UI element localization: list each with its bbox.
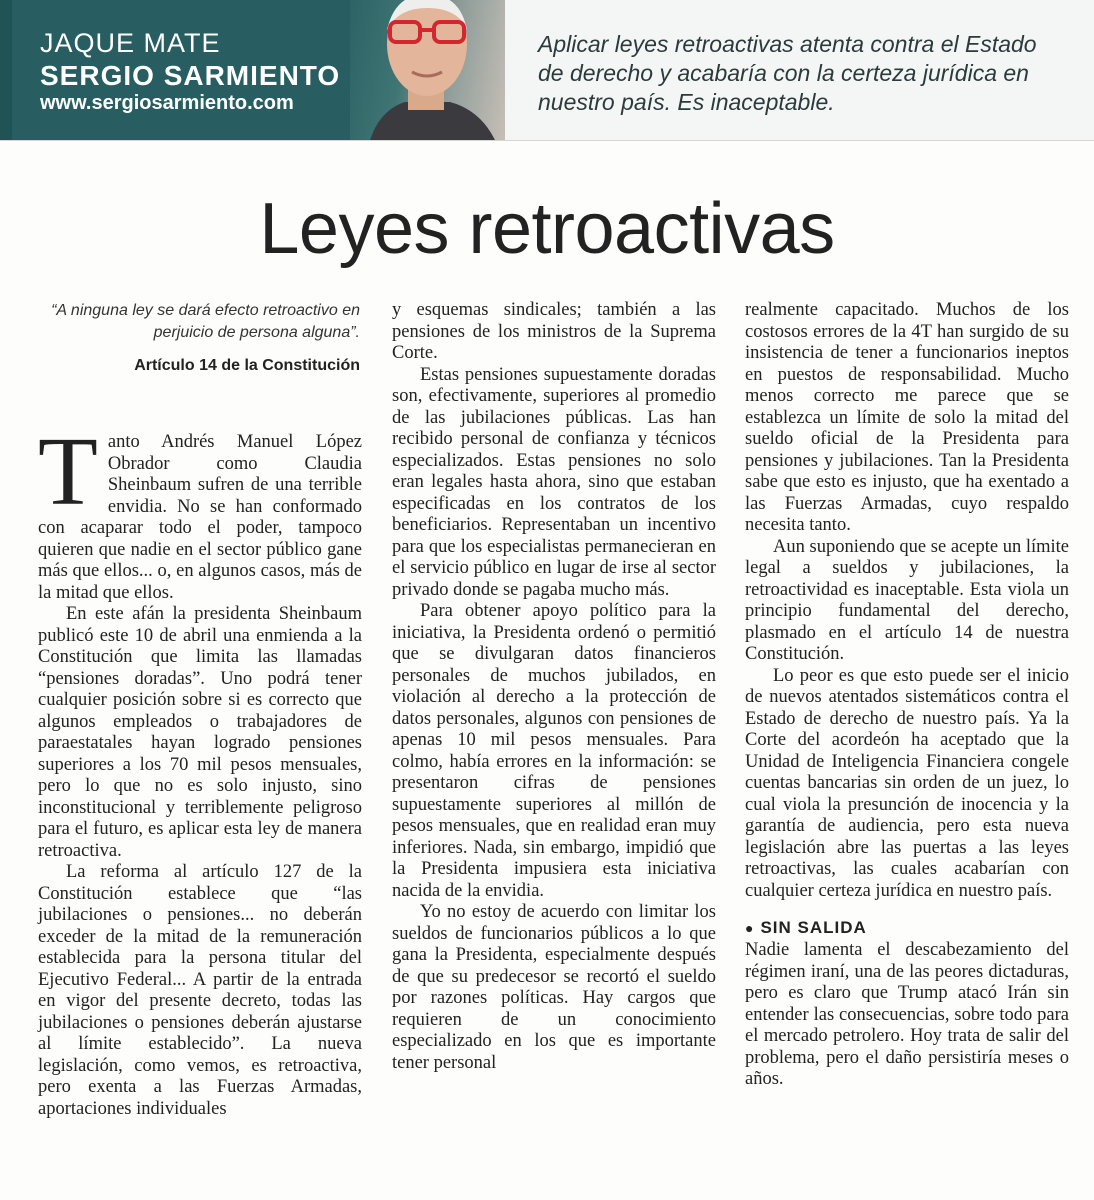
bullet-icon: ● [745,920,755,936]
body-paragraph: En este afán la presidenta Sheinbaum publicó este 10 de abril una enmienda a la Constitución que limita las llamadas “pensiones doradas”. Uno podrá tener cualquier posición sobre si es correcto que algunos empleados o trabajadores de paraestatales hayan logrado pensiones superiores a los 70 mil pesos mensuales, pero lo que no es solo injusto, sino inconstitucional y terriblemente peligroso para el futuro, es aplicar esta ley de manera retroactiva. [38,604,362,861]
paragraph-text: anto Andrés Manuel López Obrador como Claudia Sheinbaum sufren de una terrible envidia. No se han conformado con acaparar todo el poder, tampoco quieren que nadie en el sector público gane más que ellos... o, en algunos casos, más de la mitad que ellos. [38,432,362,603]
header-accent-strip [0,0,12,140]
epigraph-source: Artículo 14 de la Constitución [134,357,360,374]
section-heading [745,916,1069,940]
body-paragraph-continued: realmente capacitado. Muchos de los costosos errores de la 4T han surgido de su insistencia de tener a funcionarios ineptos en puestos de responsabilidad. Mucho menos correcto me parece que se establezca un límite de solo la mitad del sueldo oficial de la Presidenta para pensiones y jubilaciones. Tan la Presidenta sabe que esto es injusto, que ha exentado a las Fuerzas Armadas, cuyo respaldo necesita tanto. [745,300,1069,535]
section-paragraph: Nadie lamenta el descabezamiento del régimen iraní, una de las peores dictaduras, pero es claro que Trump atacó Irán sin entender las consecuencias, sobre todo para el mercado petrolero. Hoy trata de salir del problema, pero el daño persistiría meses o años. [745,940,1069,1089]
author-photo [350,0,505,140]
article-column-3 [745,300,1069,1091]
column-header [0,0,1094,141]
author-name: SERGIO SARMIENTO [40,60,341,91]
body-paragraph: Aun suponiendo que se acepte un límite legal a sueldos y jubilaciones, la retroactividad es inaceptable. Esta viola un principio fundamental del derecho, plasmado en el artículo 14 de nuestra Constitución. [745,536,1069,664]
column-name: JAQUE MATE [40,28,221,58]
article-column-2 [392,300,716,1074]
epigraph [38,300,362,376]
columnist-block [12,0,362,140]
body-paragraph: Para obtener apoyo político para la iniciativa, la Presidenta ordenó o permitió que se divulgaran datos financieros personales de muchos jubilados, en violación al derecho a la protección de datos personales, algunos con pensiones de apenas 10 mil pesos mensuales. Para colmo, había errores en la información: se presentaron cifras de pensiones supuestamente superiores al millón de pesos mensuales, que en realidad eran muy inferiores. Nada, sin embargo, impidió que la Presidenta impusiera esta iniciativa nacida de la envidia. [392,601,716,901]
author-website: www.sergiosarmiento.com [40,92,294,114]
body-paragraph [38,418,362,604]
body-paragraph: La reforma al artículo 127 de la Constitución establece que “las jubilaciones o pensiones... no deberán exceder de la mitad de la remuneración establecida para la persona titular del Ejecutivo Federal... A partir de la entrada en vigor del presente decreto, todas las jubilaciones o pensiones deberán ajustarse al límite establecido”. La nueva legislación, como vemos, es retroactiva, pero exenta a las Fuerzas Armadas, aportaciones individuales [38,862,362,1119]
body-paragraph: Estas pensiones supuestamente doradas son, efectivamente, superiores al promedio de las jubilaciones públicas. Las han recibido personal de confianza y técnicos especializados. Estas pensiones no solo eran legales hasta ahora, sino que estaban especificadas en los contratos de los beneficiarios. Representaban un incentivo para que los especialistas permanecieran en el servicio público en lugar de irse al sector privado donde se pagaba mucho más. [392,364,716,600]
body-paragraph-continued: y esquemas sindicales; también a las pensiones de los ministros de la Suprema Corte. [392,300,716,363]
article-column-1 [38,300,362,1120]
body-paragraph: Lo peor es que esto puede ser el inicio de nuevos atentados sistemáticos contra el Estado de derecho de nuestro país. Ya la Corte del acordeón ha aceptado que la Unidad de Inteligencia Financiera congele cuentas bancarias sin orden de un juez, lo cual viola la presunción de inocencia y la garantía de audiencia, pero esta nueva legislación abre las puertas a las leyes retroactivas, las cuales acabarían con cualquier certeza jurídica en nuestro país. [745,665,1069,901]
header-pull-quote: Aplicar leyes retroactivas atenta contra el Estado de derecho y acabaría con la certeza jurídica en nuestro país. Es inaceptable. [538,31,1037,115]
epigraph-quote: “A ninguna ley se dará efecto retroactivo en perjuicio de persona alguna”. [51,302,360,341]
section-heading-text: SIN SALIDA [760,918,867,937]
article-headline: Leyes retroactivas [259,189,835,269]
drop-cap: T [38,418,98,526]
body-paragraph: Yo no estoy de acuerdo con limitar los sueldos de funcionarios públicos a lo que gana la Presidenta, especialmente después de que su predecesor se recortó el sueldo por razones políticas. Hay cargos que requieren de un conocimiento especializado en los que es importante tener personal [392,902,716,1073]
author-portrait-illustration [350,0,505,140]
